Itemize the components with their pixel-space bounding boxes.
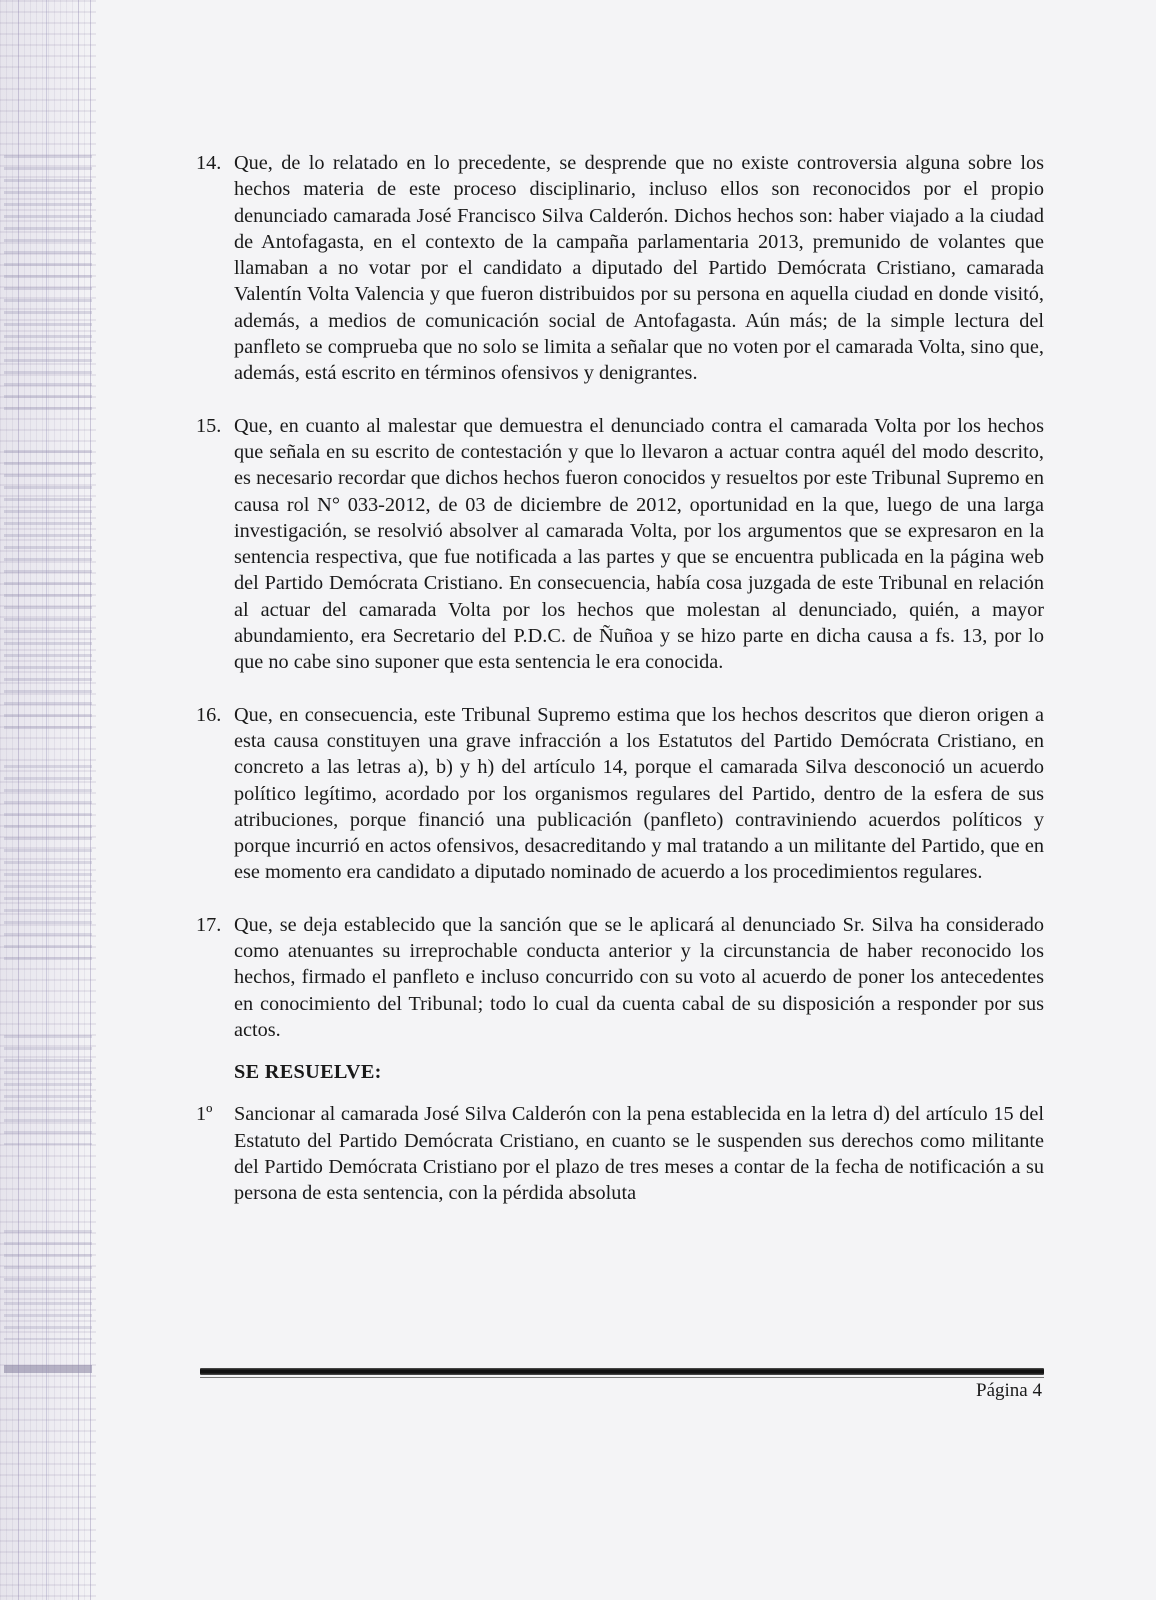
numbered-paragraph-14 bbox=[196, 150, 1044, 387]
numbered-paragraph-16 bbox=[196, 702, 1044, 886]
paragraph-text: Que, de lo relatado en lo precedente, se desprende que no existe controversia alguna sobre los hechos materia de este proceso disciplinario, incluso ellos son reconocidos por el propio denunciado camarada José Francisco Silva Calderón. Dichos hechos son: haber viajado a la ciudad de Antofagasta, en el contexto de la campaña parlamentaria 2013, premunido de volantes que llamaban a no votar por el candidato a diputado del Partido Demócrata Cristiano, camarada Valentín Volta Valencia y que fueron distribuidos por su persona en aquella ciudad en donde visitó, además, a medios de comunicación social de Antofagasta. Aún más; de la simple lectura del panfleto se comprueba que no solo se limita a señalar que no voten por el camarada Volta, sino que, además, está escrito en términos ofensivos y denigrantes. bbox=[234, 152, 1044, 385]
scan-edge-line bbox=[18, 0, 19, 1600]
document-body bbox=[196, 150, 1044, 1206]
resolution-point-text: Sancionar al camarada José Silva Calderón con la pena establecida en la letra d) del artículo 15 del Estatuto del Partido Demócrata Cristiano, en cuanto se le suspenden sus derechos como militante del Partido Demócrata Cristiano por el plazo de tres meses a contar de la fecha de notificación a su persona de esta sentencia, con la pérdida absoluta bbox=[234, 1103, 1044, 1205]
paragraph-number: 14. bbox=[196, 152, 222, 174]
scan-edge-artifact bbox=[0, 0, 96, 1600]
resolution-heading: SE RESUELVE: bbox=[234, 1061, 382, 1084]
footer-rule bbox=[200, 1368, 1044, 1375]
paragraph-text: Que, en consecuencia, este Tribunal Supremo estima que los hechos descritos que dieron origen a esta causa constituyen una grave infracción a los Estatutos del Partido Demócrata Cristiano, en concreto a las letras a), b) y h) del artículo 14, porque el camarada Silva desconoció un acuerdo político legítimo, acordado por los organismos regulares del Partido, dentro de la esfera de sus atribuciones, porque financió una publicación (panfleto) contraviniendo acuerdos políticos y porque incurrió en actos ofensivos, desacreditando y mal tratando a un militante del Partido, que en ese momento era candidato a diputado nominado de acuerdo a los procedimientos regulares. bbox=[234, 703, 1044, 884]
paragraph-text: Que, se deja establecido que la sanción que se le aplicará al denunciado Sr. Silva ha considerado como atenuantes su irreprochable conducta anterior y la circunstancia de haber reconocido los hechos, firmado el panfleto e incluso concurrido con su voto al acuerdo de poner los antecedentes en conocimiento del Tribunal; todo lo cual da cuenta cabal de su disposición a responder por sus actos. bbox=[234, 913, 1044, 1041]
scan-edge-line bbox=[46, 0, 47, 1600]
numbered-paragraph-17 bbox=[196, 912, 1044, 1043]
paragraph-number: 16. bbox=[196, 703, 222, 726]
footer-rule-thin bbox=[200, 1377, 1044, 1378]
paragraph-number: 15. bbox=[196, 414, 222, 437]
resolution-point-1 bbox=[196, 1101, 1044, 1206]
scan-edge-line bbox=[78, 0, 79, 1600]
numbered-paragraph-15 bbox=[196, 413, 1044, 676]
scan-edge-line bbox=[90, 0, 91, 1600]
resolution-point-number: 1º bbox=[196, 1103, 213, 1126]
page-number: Página 4 bbox=[976, 1380, 1042, 1401]
paragraph-number: 17. bbox=[196, 913, 222, 936]
paragraph-text: Que, en cuanto al malestar que demuestra el denunciado contra el camarada Volta por los hechos que señala en su escrito de contestación y que lo llevaron a actuar contra aquél del modo descrito, es necesario recordar que dichos hechos fueron conocidos y resueltos por este Tribunal Supremo en causa rol N° 033-2012, de 03 de diciembre de 2012, oportunidad en la que, luego de una larga investigación, se resolvió absolver al camarada Volta, por los argumentos que se expresaron en la sentencia respectiva, que fue notificada a las partes y que se encuentra publicada en la página web del Partido Demócrata Cristiano. En consecuencia, había cosa juzgada de este Tribunal en relación al actuar del camarada Volta por los hechos que molestan al denunciado, quién, a mayor abundamiento, era Secretario del P.D.C. de Ñuñoa y se hizo parte en dicha causa a fs. 13, por lo que no cabe sino suponer que esta sentencia le era conocida. bbox=[234, 414, 1044, 674]
